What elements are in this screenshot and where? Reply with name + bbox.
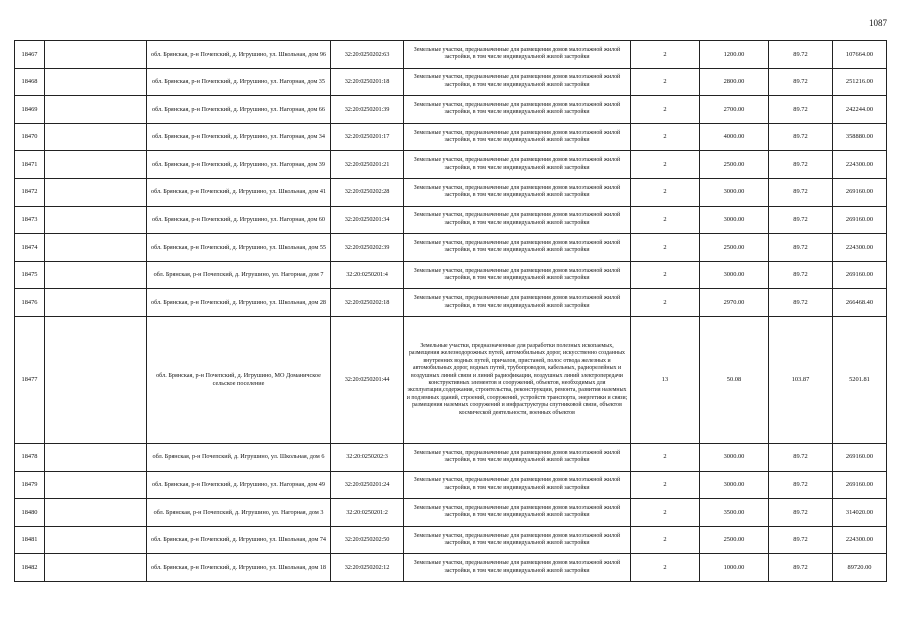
cadastral-value-table-wrapper	[14, 40, 886, 582]
row-land-use-cell: Земельные участки, предназначенные для размещения домов малоэтажной жилой застройки, в том числе индивидуальной жилой застройки	[404, 554, 631, 582]
row-group-code-cell: 2	[631, 151, 700, 179]
row-id-cell: 18470	[15, 123, 45, 151]
table-row	[15, 206, 887, 234]
row-address-cell: обл. Брянская, р-н Почепский, д. Игрушино, ул. Нагорная, дом 60	[147, 206, 331, 234]
row-group-code-cell: 2	[631, 443, 700, 471]
table-row	[15, 234, 887, 262]
table-body	[15, 41, 887, 582]
table-row	[15, 68, 887, 96]
row-land-use-cell: Земельные участки, предназначенные для размещения домов малоэтажной жилой застройки, в том числе индивидуальной жилой застройки	[404, 151, 631, 179]
row-area-cell: 2500.00	[700, 526, 769, 554]
row-land-use-cell: Земельные участки, предназначенные для размещения домов малоэтажной жилой застройки, в том числе индивидуальной жилой застройки	[404, 178, 631, 206]
row-specific-value-cell: 89.72	[769, 96, 833, 124]
row-group-code-cell: 2	[631, 289, 700, 317]
row-cadastral-number-cell: 32:20:0250201:44	[331, 316, 404, 443]
row-cadastral-value-cell: 269160.00	[833, 206, 887, 234]
row-address-cell: обл. Брянская, р-н Почепский, д. Игрушино, ул. Школьная, дом 74	[147, 526, 331, 554]
row-spacer-cell	[45, 68, 147, 96]
row-group-code-cell: 2	[631, 526, 700, 554]
row-cadastral-value-cell: 89720.00	[833, 554, 887, 582]
row-specific-value-cell: 89.72	[769, 234, 833, 262]
row-specific-value-cell: 89.72	[769, 554, 833, 582]
row-address-cell: обл. Брянская, р-н Почепский, д. Игрушино, ул. Нагорная, дом 35	[147, 68, 331, 96]
row-id-cell: 18474	[15, 234, 45, 262]
row-area-cell: 4000.00	[700, 123, 769, 151]
row-specific-value-cell: 89.72	[769, 206, 833, 234]
row-spacer-cell	[45, 499, 147, 527]
row-area-cell: 1000.00	[700, 554, 769, 582]
row-area-cell: 3500.00	[700, 499, 769, 527]
row-cadastral-number-cell: 32:20:0250201:4	[331, 261, 404, 289]
row-group-code-cell: 13	[631, 316, 700, 443]
row-cadastral-value-cell: 314020.00	[833, 499, 887, 527]
row-cadastral-value-cell: 358880.00	[833, 123, 887, 151]
table-row	[15, 178, 887, 206]
table-row	[15, 443, 887, 471]
row-spacer-cell	[45, 289, 147, 317]
row-spacer-cell	[45, 123, 147, 151]
row-address-cell: обл. Брянская, р-н Почепский, д. Игрушино, ул. Школьная, дом 28	[147, 289, 331, 317]
row-cadastral-number-cell: 32:20:0250202:63	[331, 41, 404, 69]
row-cadastral-number-cell: 32:20:0250202:18	[331, 289, 404, 317]
row-specific-value-cell: 89.72	[769, 471, 833, 499]
row-land-use-cell: Земельные участки, предназначенные для размещения домов малоэтажной жилой застройки, в том числе индивидуальной жилой застройки	[404, 234, 631, 262]
row-id-cell: 18481	[15, 526, 45, 554]
row-specific-value-cell: 89.72	[769, 499, 833, 527]
table-row	[15, 289, 887, 317]
row-area-cell: 2700.00	[700, 96, 769, 124]
row-land-use-cell: Земельные участки, предназначенные для размещения домов малоэтажной жилой застройки, в том числе индивидуальной жилой застройки	[404, 206, 631, 234]
row-specific-value-cell: 89.72	[769, 68, 833, 96]
row-spacer-cell	[45, 443, 147, 471]
row-group-code-cell: 2	[631, 68, 700, 96]
row-spacer-cell	[45, 234, 147, 262]
row-group-code-cell: 2	[631, 471, 700, 499]
row-specific-value-cell: 103.87	[769, 316, 833, 443]
row-area-cell: 3000.00	[700, 178, 769, 206]
row-specific-value-cell: 89.72	[769, 526, 833, 554]
row-land-use-cell: Земельные участки, предназначенные для размещения домов малоэтажной жилой застройки, в том числе индивидуальной жилой застройки	[404, 41, 631, 69]
row-area-cell: 2500.00	[700, 234, 769, 262]
row-cadastral-number-cell: 32:20:0250201:18	[331, 68, 404, 96]
row-spacer-cell	[45, 206, 147, 234]
row-land-use-cell: Земельные участки, предназначенные для размещения домов малоэтажной жилой застройки, в том числе индивидуальной жилой застройки	[404, 471, 631, 499]
row-address-cell: обл. Брянская, р-н Почепский, д. Игрушино, ул. Нагорная, дом 34	[147, 123, 331, 151]
row-spacer-cell	[45, 261, 147, 289]
row-id-cell: 18472	[15, 178, 45, 206]
table-row	[15, 41, 887, 69]
table-row	[15, 499, 887, 527]
row-cadastral-number-cell: 32:20:0250202:28	[331, 178, 404, 206]
row-cadastral-value-cell: 107664.00	[833, 41, 887, 69]
row-cadastral-value-cell: 224300.00	[833, 526, 887, 554]
row-id-cell: 18475	[15, 261, 45, 289]
row-cadastral-value-cell: 269160.00	[833, 261, 887, 289]
row-id-cell: 18467	[15, 41, 45, 69]
row-specific-value-cell: 89.72	[769, 123, 833, 151]
row-area-cell: 2500.00	[700, 151, 769, 179]
row-id-cell: 18480	[15, 499, 45, 527]
row-cadastral-value-cell: 5201.81	[833, 316, 887, 443]
row-group-code-cell: 2	[631, 41, 700, 69]
row-spacer-cell	[45, 554, 147, 582]
table-row	[15, 471, 887, 499]
row-group-code-cell: 2	[631, 499, 700, 527]
cadastral-value-table	[14, 40, 887, 582]
row-spacer-cell	[45, 471, 147, 499]
row-land-use-cell: Земельные участки, предназначенные для размещения домов малоэтажной жилой застройки, в том числе индивидуальной жилой застройки	[404, 68, 631, 96]
row-address-cell: обл. Брянская, р-н Почепский, д. Игрушино, ул. Школьная, дом 18	[147, 554, 331, 582]
row-land-use-cell: Земельные участки, предназначенные для размещения домов малоэтажной жилой застройки, в том числе индивидуальной жилой застройки	[404, 499, 631, 527]
row-land-use-cell: Земельные участки, предназначенные для размещения домов малоэтажной жилой застройки, в том числе индивидуальной жилой застройки	[404, 526, 631, 554]
row-id-cell: 18476	[15, 289, 45, 317]
row-spacer-cell	[45, 178, 147, 206]
row-land-use-cell: Земельные участки, предназначенные для размещения домов малоэтажной жилой застройки, в том числе индивидуальной жилой застройки	[404, 96, 631, 124]
row-land-use-cell: Земельные участки, предназначенные для размещения домов малоэтажной жилой застройки, в том числе индивидуальной жилой застройки	[404, 289, 631, 317]
row-id-cell: 18468	[15, 68, 45, 96]
row-area-cell: 3000.00	[700, 471, 769, 499]
row-spacer-cell	[45, 41, 147, 69]
row-cadastral-value-cell: 269160.00	[833, 471, 887, 499]
row-cadastral-value-cell: 266468.40	[833, 289, 887, 317]
row-spacer-cell	[45, 151, 147, 179]
row-group-code-cell: 2	[631, 96, 700, 124]
row-specific-value-cell: 89.72	[769, 289, 833, 317]
row-address-cell: обл. Брянская, р-н Почепский, д. Игрушино, МО Доманичское сельское поселение	[147, 316, 331, 443]
row-area-cell: 3000.00	[700, 261, 769, 289]
row-area-cell: 2800.00	[700, 68, 769, 96]
row-specific-value-cell: 89.72	[769, 178, 833, 206]
row-cadastral-value-cell: 224300.00	[833, 151, 887, 179]
row-specific-value-cell: 89.72	[769, 41, 833, 69]
row-cadastral-number-cell: 32:20:0250202:50	[331, 526, 404, 554]
row-land-use-cell: Земельные участки, предназначенные для размещения домов малоэтажной жилой застройки, в том числе индивидуальной жилой застройки	[404, 123, 631, 151]
row-id-cell: 18479	[15, 471, 45, 499]
row-cadastral-number-cell: 32:20:0250202:12	[331, 554, 404, 582]
row-cadastral-number-cell: 32:20:0250201:34	[331, 206, 404, 234]
row-group-code-cell: 2	[631, 178, 700, 206]
row-cadastral-number-cell: 32:20:0250201:21	[331, 151, 404, 179]
row-specific-value-cell: 89.72	[769, 261, 833, 289]
row-area-cell: 3000.00	[700, 443, 769, 471]
row-address-cell: обл. Брянская, р-н Почепский, д. Игрушино, ул. Нагорная, дом 39	[147, 151, 331, 179]
row-specific-value-cell: 89.72	[769, 443, 833, 471]
row-area-cell: 2970.00	[700, 289, 769, 317]
row-cadastral-value-cell: 224300.00	[833, 234, 887, 262]
page-number: 1087	[869, 18, 887, 28]
table-row	[15, 151, 887, 179]
row-id-cell: 18469	[15, 96, 45, 124]
row-group-code-cell: 2	[631, 261, 700, 289]
row-group-code-cell: 2	[631, 123, 700, 151]
row-id-cell: 18482	[15, 554, 45, 582]
row-cadastral-number-cell: 32:20:0250202:39	[331, 234, 404, 262]
row-address-cell: обл. Брянская, р-н Почепский, д. Игрушино, ул. Школьная, дом 6	[147, 443, 331, 471]
row-id-cell: 18477	[15, 316, 45, 443]
row-group-code-cell: 2	[631, 554, 700, 582]
row-cadastral-number-cell: 32:20:0250201:2	[331, 499, 404, 527]
row-land-use-cell: Земельные участки, предназначенные для разработки полезных ископаемых, размещения железнодорожных путей, автомобильных дорог, искусственно созданных внутренних водных путей, причалов, пристаней, полос отвода железных и автомобильных дорог, водных путей, трубопроводов, кабельных, радиорелейных и воздушных линий связи и линий радиофикации, воздушных линий электропередачи конструктивных элементов и сооружений, объектов, необходимых для эксплуатации,содержания, строительства, реконструкции, ремонта, развития наземных и подземных зданий, строений, сооружений, устройств транспорта, энергетики и связи; размещения наземных сооружений и инфраструктуры спутниковой связи, объектов космической деятельности, военных объектов	[404, 316, 631, 443]
row-address-cell: обл. Брянская, р-н Почепский, д. Игрушино, ул. Нагорная, дом 3	[147, 499, 331, 527]
row-area-cell: 3000.00	[700, 206, 769, 234]
row-cadastral-number-cell: 32:20:0250201:39	[331, 96, 404, 124]
row-cadastral-value-cell: 269160.00	[833, 443, 887, 471]
row-spacer-cell	[45, 316, 147, 443]
row-id-cell: 18471	[15, 151, 45, 179]
row-land-use-cell: Земельные участки, предназначенные для размещения домов малоэтажной жилой застройки, в том числе индивидуальной жилой застройки	[404, 261, 631, 289]
row-cadastral-number-cell: 32:20:0250201:17	[331, 123, 404, 151]
row-spacer-cell	[45, 526, 147, 554]
row-cadastral-value-cell: 269160.00	[833, 178, 887, 206]
row-cadastral-value-cell: 242244.00	[833, 96, 887, 124]
row-spacer-cell	[45, 96, 147, 124]
table-row	[15, 123, 887, 151]
row-group-code-cell: 2	[631, 206, 700, 234]
table-row	[15, 261, 887, 289]
row-cadastral-value-cell: 251216.00	[833, 68, 887, 96]
row-id-cell: 18473	[15, 206, 45, 234]
row-land-use-cell: Земельные участки, предназначенные для размещения домов малоэтажной жилой застройки, в том числе индивидуальной жилой застройки	[404, 443, 631, 471]
table-row	[15, 96, 887, 124]
row-address-cell: обл. Брянская, р-н Почепский, д. Игрушино, ул. Нагорная, дом 49	[147, 471, 331, 499]
row-address-cell: обл. Брянская, р-н Почепский, д. Игрушино, ул. Школьная, дом 55	[147, 234, 331, 262]
row-cadastral-number-cell: 32:20:0250201:24	[331, 471, 404, 499]
table-row	[15, 554, 887, 582]
row-address-cell: обл. Брянская, р-н Почепский, д. Игрушино, ул. Нагорная, дом 66	[147, 96, 331, 124]
row-address-cell: обл. Брянская, р-н Почепский, д. Игрушино, ул. Школьная, дом 96	[147, 41, 331, 69]
row-address-cell: обл. Брянская, р-н Почепский, д. Игрушино, ул. Школьная, дом 41	[147, 178, 331, 206]
row-area-cell: 50.08	[700, 316, 769, 443]
row-cadastral-number-cell: 32:20:0250202:3	[331, 443, 404, 471]
table-row	[15, 316, 887, 443]
row-group-code-cell: 2	[631, 234, 700, 262]
row-address-cell: обл. Брянская, р-н Почепский, д. Игрушино, ул. Нагорная, дом 7	[147, 261, 331, 289]
row-area-cell: 1200.00	[700, 41, 769, 69]
row-id-cell: 18478	[15, 443, 45, 471]
row-specific-value-cell: 89.72	[769, 151, 833, 179]
table-row	[15, 526, 887, 554]
